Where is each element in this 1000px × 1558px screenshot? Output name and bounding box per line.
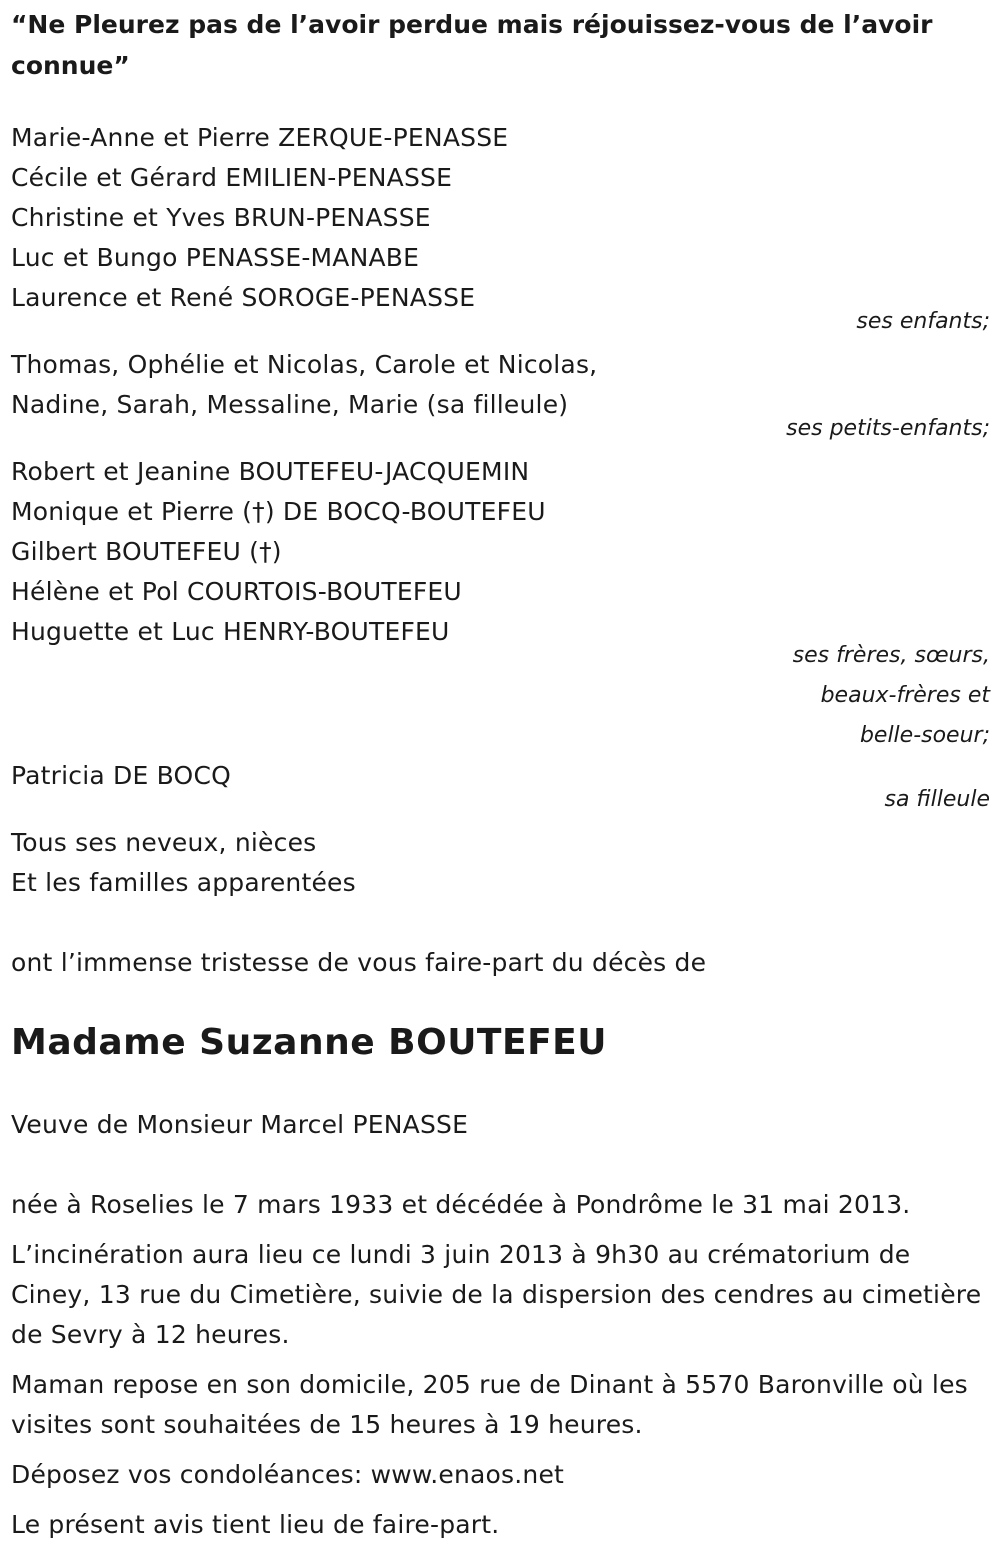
- child-name: Laurence et René SOROGE-PENASSE: [11, 283, 476, 312]
- notice-text: Le présent avis tient lieu de faire-part.: [11, 1510, 500, 1539]
- sibling-name: Hélène et Pol COURTOIS-BOUTEFEU: [11, 577, 462, 606]
- child-name: Marie-Anne et Pierre ZERQUE-PENASSE: [11, 123, 509, 152]
- relatives-line: Et les familles apparentées: [11, 868, 356, 897]
- goddaughter-section: [11, 756, 991, 820]
- child-name: Christine et Yves BRUN-PENASSE: [11, 203, 431, 232]
- siblings-role: ses frères, sœurs,: [792, 643, 990, 668]
- condolences-text: Déposez vos condoléances: www.enaos.net: [11, 1460, 565, 1489]
- sibling-name: Robert et Jeanine BOUTEFEU-JACQUEMIN: [11, 457, 530, 486]
- cremation-text: L’incinération aura lieu ce lundi 3 juin 2013 à 9h30 au crématorium de Ciney, 13 rue du Cimetière, suivie de la dispersion des cendres au cimetière de Sevry à 12 heures.: [11, 1240, 982, 1349]
- grandchildren-section: [11, 345, 991, 449]
- deceased-name: Madame Suzanne BOUTEFEU: [11, 1022, 607, 1063]
- goddaughter-role: sa filleule: [884, 787, 990, 812]
- sibling-name: Huguette et Luc HENRY-BOUTEFEU: [11, 617, 450, 646]
- grandchild-line: Nadine, Sarah, Messaline, Marie (sa filleule): [11, 390, 569, 419]
- sibling-name: Gilbert BOUTEFEU (†): [11, 537, 282, 566]
- birth-death-text: née à Roselies le 7 mars 1933 et décédée à Pondrôme le 31 mai 2013.: [11, 1190, 911, 1219]
- children-role: ses enfants;: [856, 309, 990, 334]
- memorial-quote: “Ne Pleurez pas de l’avoir perdue mais réjouissez-vous de l’avoir connue”: [11, 10, 933, 80]
- sibling-name: Monique et Pierre (†) DE BOCQ-BOUTEFEU: [11, 497, 546, 526]
- relatives-line: Tous ses neveux, nièces: [11, 828, 317, 857]
- obituary-notice: [11, 0, 991, 1545]
- siblings-role: beaux-frères et: [820, 683, 990, 708]
- children-section: [11, 118, 991, 342]
- visitation-text: Maman repose en son domicile, 205 rue de Dinant à 5570 Baronville où les visites sont souhaitées de 15 heures à 19 heures.: [11, 1370, 968, 1439]
- child-name: Luc et Bungo PENASSE-MANABE: [11, 243, 420, 272]
- grandchild-line: Thomas, Ophélie et Nicolas, Carole et Nicolas,: [11, 350, 598, 379]
- announcement-text: ont l’immense tristesse de vous faire-part du décès de: [11, 948, 707, 977]
- siblings-section: [11, 452, 991, 756]
- widow-of-text: Veuve de Monsieur Marcel PENASSE: [11, 1110, 469, 1139]
- grandchildren-role: ses petits-enfants;: [786, 416, 990, 441]
- child-name: Cécile et Gérard EMILIEN-PENASSE: [11, 163, 453, 192]
- relatives-section: [11, 823, 991, 903]
- goddaughter-name: Patricia DE BOCQ: [11, 761, 231, 790]
- siblings-role: belle-soeur;: [859, 723, 990, 748]
